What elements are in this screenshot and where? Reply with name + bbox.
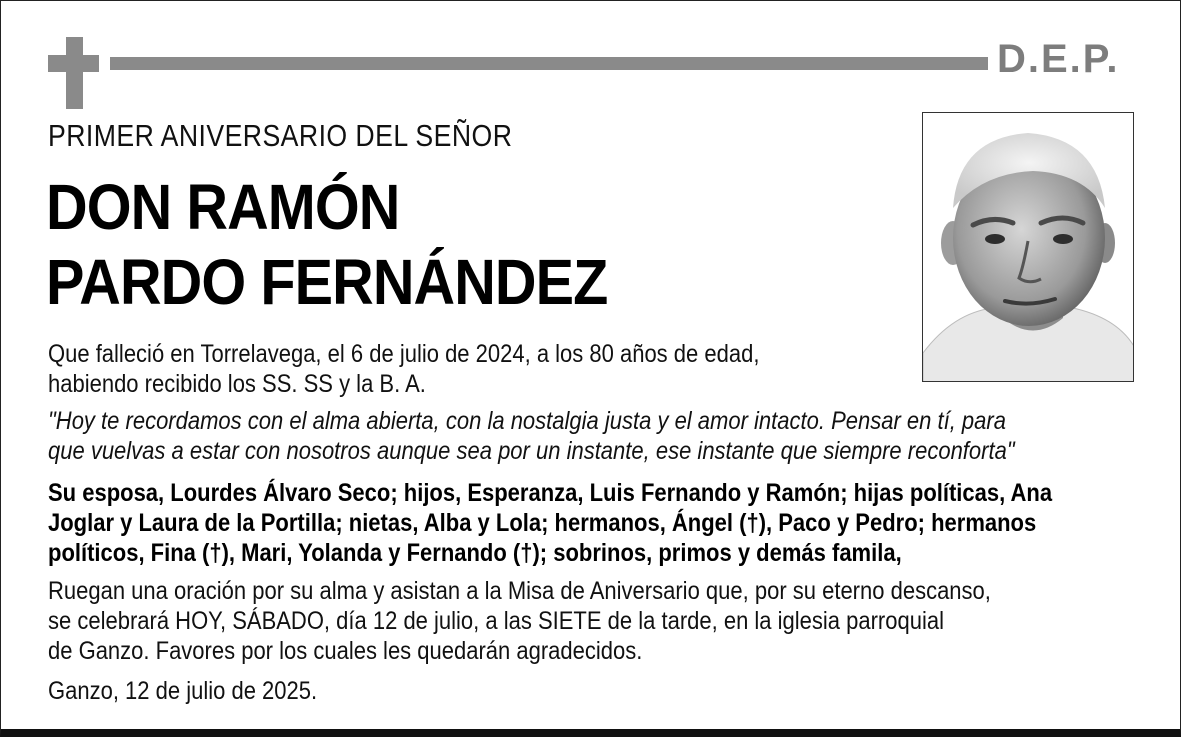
cross-horizontal-bar bbox=[48, 55, 99, 72]
mass-line-1: Ruegan una oración por su alma y asistan a la Misa de Aniversario que, por su eterno descanso, bbox=[48, 577, 991, 605]
family-line-3: políticos, Fina (†), Mari, Yolanda y Fernando (†); sobrinos, primos y demás famila, bbox=[48, 539, 902, 567]
subtitle: PRIMER ANIVERSARIO DEL SEÑOR bbox=[48, 118, 513, 153]
mass-line-2: se celebrará HOY, SÁBADO, día 12 de julio, a las SIETE de la tarde, en la iglesia parroquial bbox=[48, 607, 944, 635]
cross-vertical-bar bbox=[66, 37, 83, 109]
mass-line-3: de Ganzo. Favores por los cuales les quedarán agradecidos. bbox=[48, 637, 643, 665]
header-rule bbox=[110, 57, 988, 70]
quote-line-2: que vuelvas a estar con nosotros aunque sea por un instante, ese instante que siempre reconforta" bbox=[48, 437, 1015, 465]
family-line-2: Joglar y Laura de la Portilla; nietas, Alba y Lola; hermanos, Ángel (†), Paco y Pedro; hermanos bbox=[48, 509, 1037, 537]
quote-line-1: "Hoy te recordamos con el alma abierta, con la nostalgia justa y el amor intacto. Pensar en tí, para bbox=[48, 407, 1006, 435]
dep-label: D.E.P. bbox=[997, 37, 1120, 81]
death-notice-line-2: habiendo recibido los SS. SS y la B. A. bbox=[48, 370, 426, 398]
death-notice-line-1: Que falleció en Torrelavega, el 6 de julio de 2024, a los 80 años de edad, bbox=[48, 340, 760, 368]
portrait-photo bbox=[922, 112, 1134, 382]
family-line-1: Su esposa, Lourdes Álvaro Seco; hijos, Esperanza, Luis Fernando y Ramón; hijas políticas, Ana bbox=[48, 479, 1053, 507]
portrait-illustration bbox=[923, 113, 1134, 382]
deceased-name-line-2: PARDO FERNÁNDEZ bbox=[46, 246, 608, 318]
place-date: Ganzo, 12 de julio de 2025. bbox=[48, 677, 318, 705]
deceased-name-line-1: DON RAMÓN bbox=[46, 171, 400, 243]
